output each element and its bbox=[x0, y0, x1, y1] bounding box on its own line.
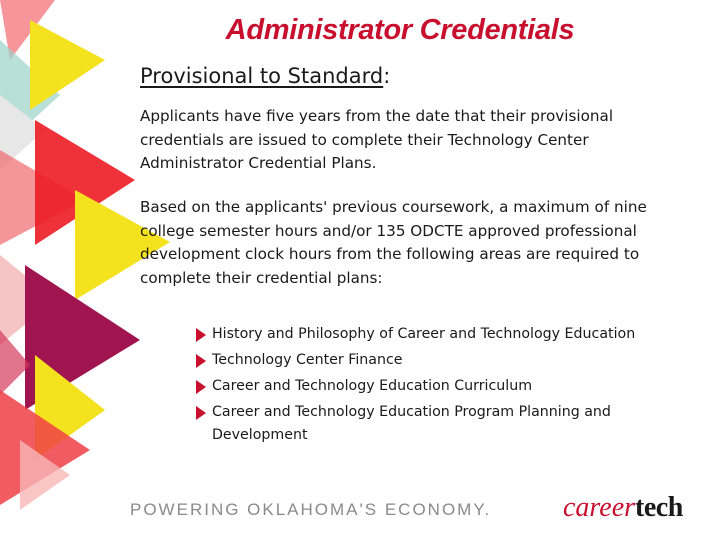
list-item-text: Technology Center Finance bbox=[212, 352, 403, 368]
logo-tech-text: tech bbox=[635, 492, 683, 523]
bullet-marker-icon bbox=[196, 406, 206, 420]
list-item-text: Career and Technology Education Program Planning and Development bbox=[212, 404, 611, 443]
slide-title: Administrator Credentials bbox=[225, 14, 575, 46]
list-item bbox=[196, 401, 666, 447]
paragraph-coursework-requirements: Based on the applicants' previous coursework, a maximum of nine college semester hours and/or 135 ODCTE approved professional development clock hours from the following areas are required to complete their credential plans: bbox=[140, 198, 647, 287]
footer-tagline: POWERING OKLAHOMA'S ECONOMY. bbox=[130, 500, 492, 519]
list-item-text: Career and Technology Education Curriculum bbox=[212, 378, 533, 394]
list-item bbox=[196, 349, 666, 372]
list-item bbox=[196, 323, 666, 346]
bullet-marker-icon bbox=[196, 328, 206, 342]
list-item bbox=[196, 375, 666, 398]
subtitle-colon: : bbox=[383, 64, 391, 88]
paragraph-provisional-period: Applicants have five years from the date that their provisional credentials are issued to complete their Technology Center Administrator Credential Plans. bbox=[140, 107, 614, 172]
list-item-text: History and Philosophy of Career and Technology Education bbox=[212, 326, 636, 342]
bullet-marker-icon bbox=[196, 354, 206, 368]
logo-career-text: career bbox=[563, 492, 636, 523]
subtitle-text: Provisional to Standard bbox=[140, 64, 384, 88]
bullet-marker-icon bbox=[196, 380, 206, 394]
required-areas-list bbox=[196, 323, 666, 450]
slide-subtitle bbox=[140, 64, 390, 88]
careertech-logo bbox=[563, 494, 683, 522]
